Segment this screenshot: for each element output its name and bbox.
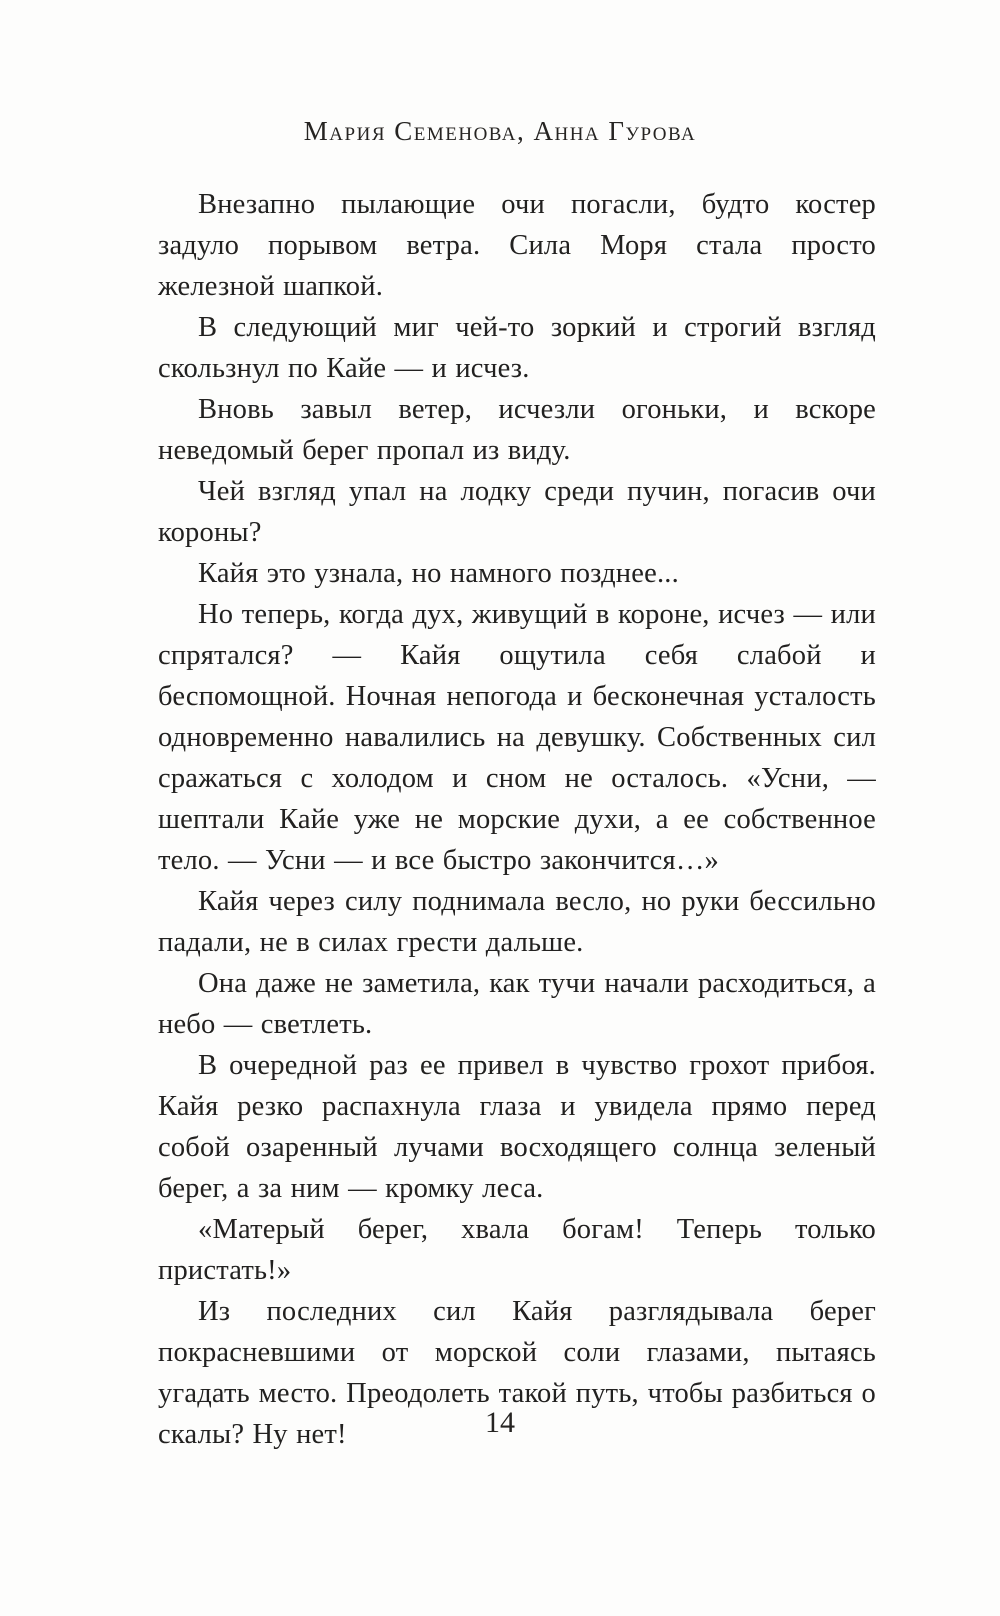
page-number: 14 [485, 1406, 515, 1439]
paragraph: Но теперь, когда дух, живущий в короне, исчез — или спрятался? — Кайя ощутила себя слабой и беспомощной. Ночная непогода и бесконечная усталость одновременно навалились на девушку. Собственных сил сражаться с холодом и сном не осталось. «Усни, — шептали Кайе уже не морские духи, а ее собственное тело. — Усни — и все быстро закончится…» [158, 599, 876, 876]
paragraph: Внезапно пылающие очи погасли, будто костер задуло порывом ветра. Сила Моря стала просто железной шапкой. [158, 189, 876, 302]
paragraph: Она даже не заметила, как тучи начали расходиться, а небо — светлеть. [158, 968, 876, 1040]
paragraph: Чей взгляд упал на лодку среди пучин, погасив очи короны? [158, 476, 876, 548]
paragraph: Кайя это узнала, но намного позднее... [198, 558, 679, 589]
paragraph: Из последних сил Кайя разглядывала берег покрасневшими от морской соли глазами, пытаясь угадать место. Преодолеть такой путь, чтобы разбиться о скалы? Ну нет! [158, 1296, 876, 1450]
paragraph: Вновь завыл ветер, исчезли огоньки, и вскоре неведомый берег пропал из виду. [158, 394, 876, 466]
paragraph: Кайя через силу поднимала весло, но руки бессильно падали, не в силах грести дальше. [158, 886, 876, 958]
author-header: Мария Семенова, Анна Гурова [303, 116, 697, 146]
body-text [158, 184, 876, 1455]
paragraph: В очередной раз ее привел в чувство грохот прибоя. Кайя резко распахнула глаза и увидела прямо перед собой озаренный лучами восходящего солнца зеленый берег, а за ним — кромку леса. [158, 1050, 876, 1204]
paragraph: В следующий миг чей-то зоркий и строгий взгляд скользнул по Кайе — и исчез. [158, 312, 876, 384]
paragraph: «Матерый берег, хвала богам! Теперь только пристать!» [158, 1214, 876, 1286]
